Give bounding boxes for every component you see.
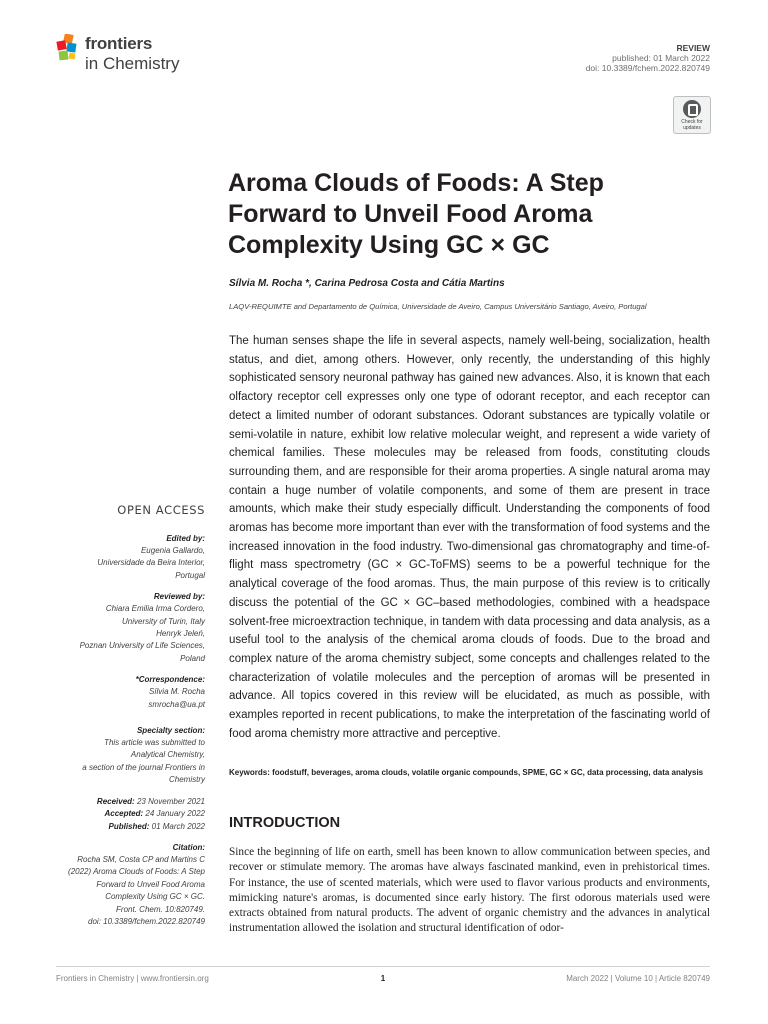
edited-by-label: Edited by: — [166, 534, 205, 543]
reviewed-by-label: Reviewed by: — [153, 592, 205, 602]
page-footer — [56, 974, 710, 988]
bookmark-icon — [683, 100, 701, 118]
article-header-info — [586, 43, 710, 73]
logo-brand: frontiers — [85, 34, 153, 53]
correspondence-email[interactable]: smrocha@ua.pt — [148, 699, 205, 709]
affiliation: LAQV-REQUIMTE and Departamento de Química, Universidade de Aveiro, Campus Universitário Santiago, Aveiro, Portugal — [229, 302, 647, 311]
doi[interactable]: doi: 10.3389/fchem.2022.820749 — [585, 63, 710, 73]
reviewer-line: Henryk Jeleń, — [156, 629, 205, 639]
accepted-date: Accepted: 24 January 2022 — [104, 809, 205, 819]
citation-line: doi: 10.3389/fchem.2022.820749 — [88, 916, 205, 926]
reviewer-line: Chiara Emilia Irma Cordero, — [105, 604, 205, 614]
specialty-line: a section of the journal Frontiers in — [82, 762, 205, 772]
specialty-line: Analytical Chemistry, — [130, 750, 205, 760]
keywords: Keywords: foodstuff, beverages, aroma clouds, volatile organic compounds, SPME, GC × GC, data processing, data analysis — [229, 768, 704, 777]
citation-line: Complexity Using GC × GC. — [105, 892, 205, 902]
editor-line: Portugal — [175, 570, 205, 580]
page-number: 1 — [380, 974, 386, 983]
author-list: Sílvia M. Rocha *, Carina Pedrosa Costa and Cátia Martins — [229, 278, 505, 289]
frontiers-logo-icon — [56, 34, 82, 64]
reviewer-line: Poland — [180, 653, 205, 663]
citation-line: Rocha SM, Costa CP and Martins C — [77, 854, 205, 864]
citation-line: (2022) Aroma Clouds of Foods: A Step — [68, 867, 205, 877]
footer-divider — [56, 966, 710, 967]
published-date-sidebar: Published: 01 March 2022 — [108, 821, 205, 831]
citation-label: Citation: — [172, 842, 205, 852]
citation-line: Forward to Unveil Food Aroma — [96, 879, 205, 889]
citation-line: Front. Chem. 10:820749. — [116, 904, 205, 914]
article-sidebar — [35, 503, 205, 928]
specialty-label: Specialty section: — [136, 726, 205, 736]
footer-article-info: March 2022 | Volume 10 | Article 820749 — [566, 974, 710, 983]
correspondence-name: Sílvia M. Rocha — [148, 687, 205, 697]
journal-logo — [56, 32, 196, 80]
open-access-label: OPEN ACCESS — [117, 503, 205, 517]
editor-line: Eugenia Gallardo, — [140, 546, 205, 555]
reviewer-line: Poznan University of Life Sciences, — [79, 641, 205, 651]
check-badge-line1: Check for — [681, 119, 703, 125]
footer-journal-link[interactable]: Frontiers in Chemistry | www.frontiersin.org — [56, 974, 209, 983]
specialty-line: This article was submitted to — [104, 738, 205, 748]
correspondence-label: *Correspondence: — [135, 675, 205, 685]
article-title: Aroma Clouds of Foods: A Step Forward to Unveil Food Aroma Complexity Using GC × GC — [228, 169, 604, 259]
check-badge-line2: updates — [683, 124, 701, 131]
editor-line: Universidade da Beira Interior, — [97, 558, 205, 568]
check-for-updates-badge[interactable] — [673, 96, 711, 134]
introduction-text: Since the beginning of life on earth, smell has been known to allow communication between species, and recover or stimulate memory. The aromas have always fascinated mankind, even in prehistorical times. For instance, the use of scented materials, which were used to flavor various products and environments, mimicking nature's aromas, is documented since early history. The first odorous materials used were extracts obtained from natural products. The advent of organic chemistry and the advances in analytical instrumentation allowed the isolation and structural identification of odor- — [229, 846, 710, 935]
logo-journal-name: in Chemistry — [85, 54, 180, 73]
reviewer-line: University of Turin, Italy — [122, 616, 205, 626]
abstract: The human senses shape the life in several aspects, namely well-being, socialization, health status, and diet, among others. However, only recently, the understanding of this highly sophisticated sensory neuronal pathway has gained new advances. Also, it is known that each olfactory receptor cell expresses only one type of odorant receptor, and each receptor can detect a limited number of odorant substances. Odorant substances are typically volatile or semi-volatile in nature, exhibit low relative molecular weight, and represent a wide variety of chemical families. These molecules may be released from foods, constituting clouds surrounding them, and are responsible for their aroma properties. A single natural aroma may contain a huge number of volatile components, and some of them are present in trace amounts, which make their study especially difficult. Understanding the components of food aromas has become more important than ever with the transformation of food systems and the increased innovation in the food industry. Two-dimensional gas chromatography and time-of-flight mass spectrometry (GC × GC-ToFMS) seems to be a powerful technique for the analytical coverage of the food aromas. Thus, the main purpose of this review is to critically discuss the potential of the GC × GC–based methodologies, combined with a headspace solvent-free microextraction technique, in tandem with data processing and data analysis, as a useful tool to the analysis of the chemical aroma clouds of foods. Due to the broad and complex nature of the aroma chemistry subject, some concepts and challenges related to the characterization of volatile molecules and the perception of aromas will be presented in advance. All topics covered in this review will be elucidated, as much as possible, with examples reported in recent publications, to make the interpretation of the fascinating world of food aroma chemistry more attractive and perceptive. — [229, 335, 710, 740]
published-date: published: 01 March 2022 — [612, 53, 710, 63]
received-date: Received: 23 November 2021 — [96, 796, 205, 806]
specialty-line: Chemistry — [168, 775, 205, 785]
article-type: REVIEW — [676, 43, 710, 53]
section-heading-introduction: INTRODUCTION — [229, 815, 341, 831]
